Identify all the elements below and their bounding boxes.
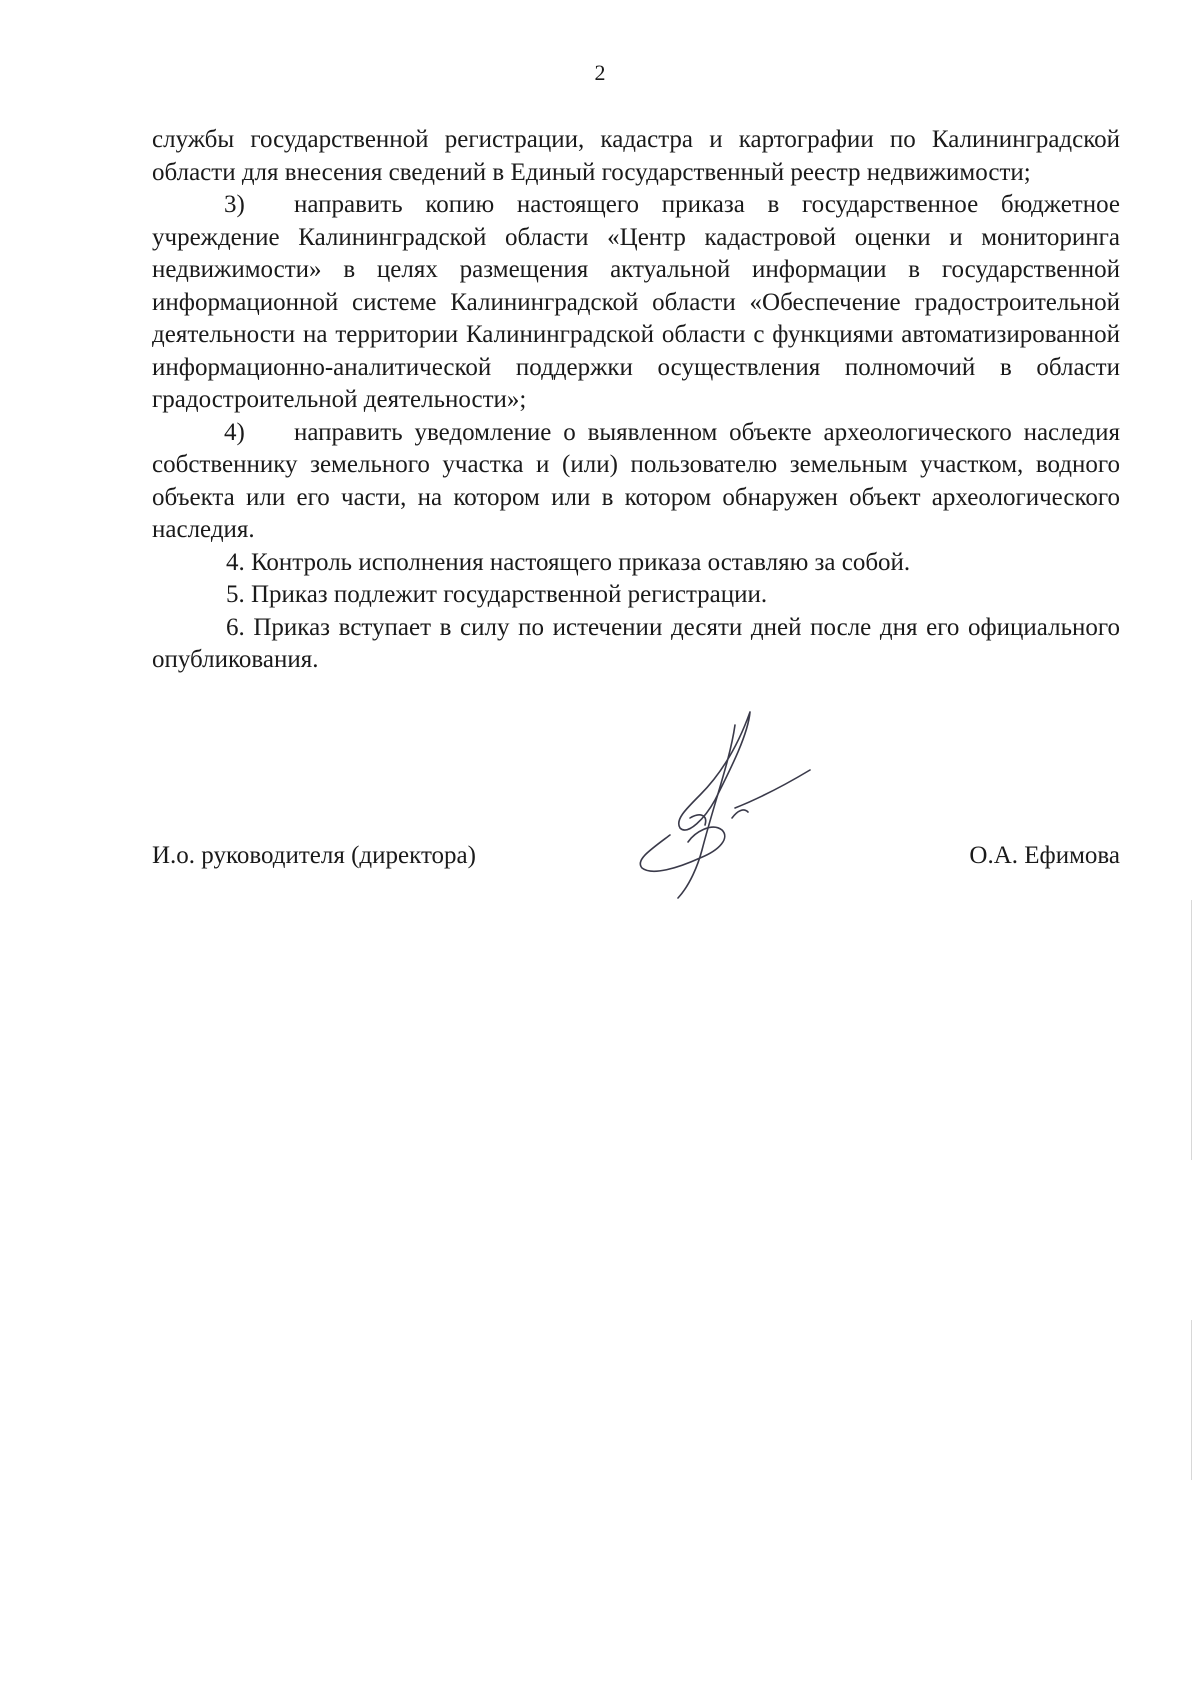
list-item-number: 4) (224, 418, 245, 446)
scan-edge-line (1191, 900, 1192, 1160)
signatory-name: О.А. Ефимова (969, 842, 1120, 869)
list-item-3 (152, 189, 1120, 417)
page-number: 2 (594, 60, 606, 85)
paragraph-continuation: службы государственной регистрации, кадастра и картографии по Калининградской области для внесения сведений в Единый государственный реестр недвижимости; (152, 126, 1120, 186)
signature-block (152, 840, 1120, 880)
clause-4: 4. Контроль исполнения настоящего приказа оставляю за собой. (226, 548, 911, 576)
list-item-number: 3) (224, 191, 245, 218)
list-item-text: направить копию настоящего приказа в государственное бюджетное учреждение Калининградской области «Центр кадастровой оценки и мониторинга недвижимости» в целях размещения актуальной информации в государственной информационной системе Калининградской области «Обеспечение градостроительной деятельности на территории Калининградской области с функциями автоматизированной информационно-аналитической поддержки осуществления полномочий в области градостроительной деятельности»; (152, 191, 1120, 413)
list-item-text: направить уведомление о выявленном объекте археологического наследия собственнику земельного участка и (или) пользователю земельным участком, водного объекта или его части, на котором или в котором обнаружен объект археологического наследия. (152, 418, 1120, 543)
clause-6: 6. Приказ вступает в силу по истечении десяти дней после дня его официального опубликования. (152, 613, 1120, 673)
document-body (152, 124, 1120, 677)
scan-edge-line (1191, 1320, 1192, 1480)
clause-5: 5. Приказ подлежит государственной регистрации. (226, 581, 768, 608)
list-item-4 (152, 417, 1120, 547)
signatory-position: И.о. руководителя (директора) (152, 842, 476, 869)
